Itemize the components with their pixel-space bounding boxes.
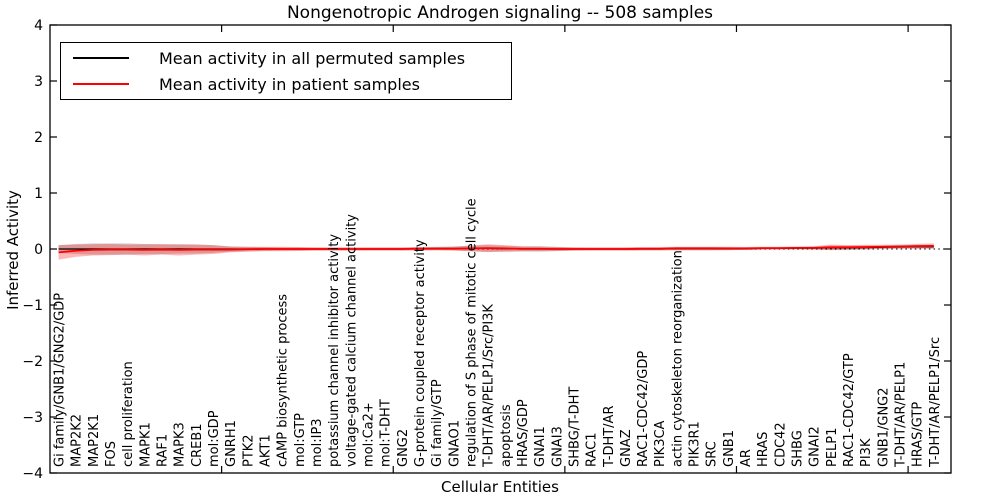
legend-line-sample-black — [73, 57, 129, 59]
legend-entry-patient — [61, 71, 511, 97]
x-category-label: GNAZ — [618, 429, 634, 467]
x-category-label: AR — [739, 449, 755, 467]
legend-entry-permuted — [61, 45, 511, 71]
y-tick-label: 4 — [34, 18, 43, 34]
uncertainty-band-1 — [59, 243, 934, 259]
x-category-label: cell proliferation — [121, 361, 137, 467]
y-tick-label: −1 — [22, 298, 43, 314]
x-category-label: G-protein coupled receptor activity — [412, 239, 428, 467]
x-category-label: RAC1-CDC42/GTP — [842, 353, 858, 467]
x-category-label: MAP2K2 — [69, 413, 85, 467]
x-category-label: HRAS/GTP — [910, 401, 926, 467]
x-category-label: PIK3R1 — [687, 421, 703, 467]
legend-label: Mean activity in patient samples — [159, 74, 420, 94]
legend — [60, 42, 512, 100]
x-category-label: apoptosis — [498, 404, 514, 467]
y-tick-label: −4 — [22, 466, 43, 482]
x-category-label: PTK2 — [241, 434, 257, 467]
x-category-label: T-DHT/AR/PELP1 — [893, 361, 909, 467]
x-category-label: GNB1 — [721, 430, 737, 467]
x-category-label: T-DHT/AR — [601, 405, 617, 467]
x-category-label: GNB1/GNG2 — [876, 387, 892, 467]
y-tick-label: 0 — [34, 242, 43, 258]
x-category-label: MAP2K1 — [86, 413, 102, 467]
x-category-label: AKT1 — [258, 434, 274, 467]
x-category-label: GNG2 — [395, 428, 411, 467]
legend-label: Mean activity in all permuted samples — [159, 48, 466, 68]
y-axis-title: Inferred Activity — [4, 190, 22, 310]
x-category-label: MAPK1 — [138, 422, 154, 467]
x-category-label: mol:GDP — [207, 410, 223, 467]
x-category-label: HRAS — [756, 431, 772, 467]
x-category-label: MAPK3 — [172, 422, 188, 467]
x-category-label: PI3K — [859, 438, 875, 467]
x-category-label: GNAI2 — [807, 426, 823, 467]
x-category-label: mol:Ca2+ — [361, 402, 377, 467]
x-category-label: regulation of S phase of mitotic cell cycle — [464, 198, 480, 467]
x-category-label: HRAS/GDP — [515, 399, 531, 467]
x-category-label: actin cytoskeleton reorganization — [670, 250, 686, 467]
x-category-label: mol:IP3 — [310, 418, 326, 467]
x-category-label: FOS — [104, 441, 120, 467]
x-category-label: cAMP biosynthetic process — [275, 293, 291, 467]
x-category-label: Gi family/GNB1/GNG2/GDP — [52, 292, 68, 467]
y-tick-label: −2 — [22, 354, 43, 370]
x-category-label: mol:T-DHT — [378, 399, 394, 467]
x-category-label: RAC1 — [584, 432, 600, 467]
x-category-label: mol:GTP — [292, 413, 308, 467]
x-category-label: CDC42 — [773, 422, 789, 467]
y-tick-label: 3 — [34, 74, 43, 90]
x-category-label: SHBG/T-DHT — [567, 386, 583, 467]
x-category-label: CREB1 — [189, 423, 205, 467]
x-category-label: potassium channel inhibitor activity — [327, 233, 343, 467]
x-category-label: PIK3CA — [653, 420, 669, 467]
x-category-label: SRC — [704, 441, 720, 467]
x-category-label: GNAI3 — [550, 426, 566, 467]
y-tick-label: 2 — [34, 130, 43, 146]
x-category-label: T-DHT/AR/PELP1/Src — [927, 336, 943, 467]
x-category-label: SHBG — [790, 430, 806, 467]
x-category-label: Gi family/GTP — [430, 379, 446, 467]
x-category-label: voltage-gated calcium channel activity — [344, 214, 360, 467]
legend-line-sample-red — [73, 83, 129, 85]
x-axis-title: Cellular Entities — [441, 478, 559, 496]
y-tick-label: −3 — [22, 410, 43, 426]
y-tick-label: 1 — [34, 186, 43, 202]
x-category-label: T-DHT/AR/PELP1/Src/PI3K — [481, 304, 497, 467]
x-category-label: GNRH1 — [224, 420, 240, 467]
x-category-label: RAC1-CDC42/GDP — [636, 350, 652, 467]
x-category-label: PELP1 — [824, 427, 840, 467]
x-category-label: GNAO1 — [447, 420, 463, 467]
chart-title: Nongenotropic Androgen signaling -- 508 samples — [286, 3, 714, 23]
x-category-label: GNAI1 — [533, 426, 549, 467]
x-category-label: RAF1 — [155, 433, 171, 467]
